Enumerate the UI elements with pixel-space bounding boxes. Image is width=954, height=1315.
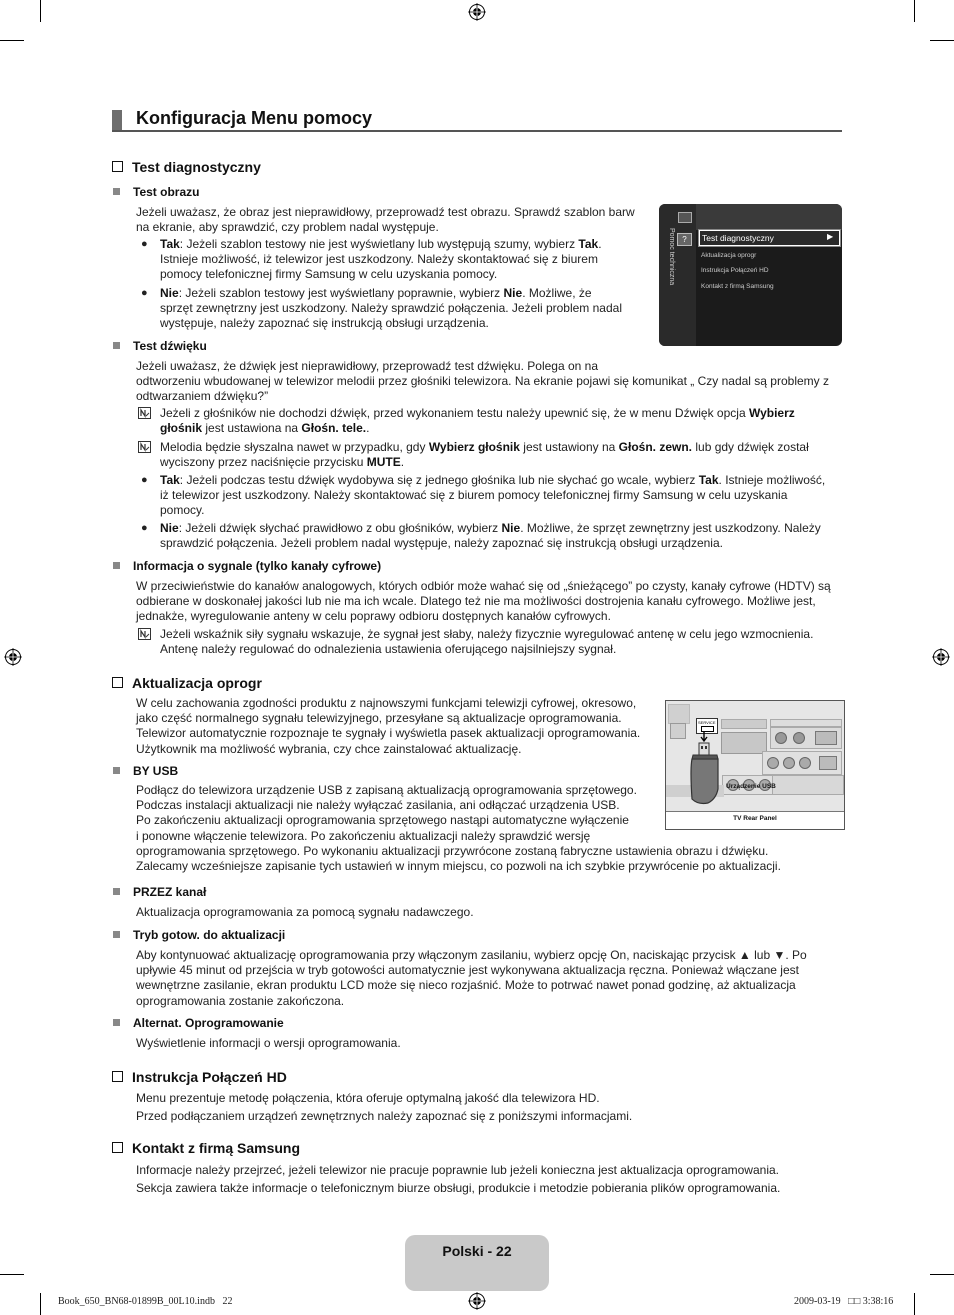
help-icon: ? <box>677 233 692 246</box>
paragraph-przez-kanal: Aktualizacja oprogramowania za pomocą sygnału nadawczego. <box>136 905 474 919</box>
scart-port <box>721 732 767 754</box>
bullet-dot-icon: ● <box>141 474 148 486</box>
menu-item-kontakt[interactable]: Kontakt z firmą Samsung <box>701 283 774 290</box>
paragraph-by-usb: Podłącz do telewizora urządzenie USB z zapisaną aktualizacją oprogramowania sprzętowego. Podczas instalacji aktualizacji nie należy wyłączać zasilania, ani odłączać urządzenia USB. Po zakończeniu aktualizacji oprogramowania sprzętowego nastąpi automatyczne wyłączenie i ponowne włączenie telewizora. Po zakończeniu aktualizacji należy sprawdzić wersję oprogramowania sprzętowego. Po wykonaniu aktualizacji przywrócone zostaną fabryczne ustawienia obrazu i dźwięku. Zalecamy wcześniejsze zapisanie tych ustawień w innym miejscu, co pozwoli na ich szybkie przywrócenie po aktualizacji. <box>136 783 781 874</box>
menu-item-instrukcja[interactable]: Instrukcja Połączeń HD <box>701 267 769 274</box>
paragraph-kontakt: Informacje należy przejrzeć, jeżeli telewizor nie pracuje poprawnie lub jeżeli konieczna jest aktualizacja oprogramowania. Sekcja zawiera także informacje o telefonicznym biurze obsługi, produkcie i metodzie pobierania plików oprogramowania. <box>136 1163 781 1195</box>
note-icon <box>138 407 151 419</box>
subheading-test-dzwieku: Test dźwięku <box>113 339 207 353</box>
rear-panel-caption: TV Rear Panel <box>733 815 777 822</box>
menu-screenshot <box>659 204 842 346</box>
menu-header <box>696 204 842 230</box>
bullet-nie-dzwiek: ● Nie: Jeżeli dźwięk słychać prawidłowo z obu głośników, wybierz Nie. Możliwe, że sprzęt zewnętrzny jest uszkodzony. Należy sprawdzić połączenia. Jeżeli problem nadal występuje, należy zapoznać się instrukcją obsługi urządzenia. <box>141 521 821 551</box>
note-icon <box>138 628 151 640</box>
usb-port: SERVICE <box>696 718 718 734</box>
subheading-by-usb: BY USB <box>113 764 178 778</box>
square-bullet-icon <box>113 188 120 195</box>
paragraph-tryb-gotow: Aby kontynuować aktualizację oprogramowania przy włączonym zasilaniu, wybierz opcję On, naciskając przycisk ▲ lub ▼. Po upływie 45 minut od przejścia w tryb gotowości automatycznie jest wykonywana aktualizacja ręczna. Ponieważ włączane jest wewnętrzne zasilanie, ekran produktu LCD może się nieco rozjaśnić. Może to potrwać nawet ponad godzinę, aż aktualizacja oprogramowania zostanie zakończona. <box>136 948 807 1008</box>
print-info-right: 2009-03-19 □□ 3:38:16 <box>794 1296 894 1307</box>
crop-mark <box>914 1293 915 1315</box>
menu-item-aktualizacja[interactable]: Aktualizacja oprogr <box>701 252 757 259</box>
av-panel <box>770 727 842 749</box>
subheading-przez-kanal: PRZEZ kanał <box>113 885 206 899</box>
registration-mark-icon <box>932 648 950 666</box>
square-bullet-icon <box>113 931 120 938</box>
page-title: Konfiguracja Menu pomocy <box>136 108 373 128</box>
note-icon <box>138 441 151 453</box>
subheading-sygnal: Informacja o sygnale (tylko kanały cyfrowe) <box>113 559 381 573</box>
bullet-tak-dzwiek: ● Tak: Jeżeli podczas testu dźwięk wydobywa się z jednego głośnika lub nie słychać go wcale, wybierz Tak. Istnieje możliwość, iż telewizor jest uszkodzony. Należy skontaktować się z biurem pomocy telefonicznej firmy Samsung w celu uzyskania pomocy. <box>141 473 826 518</box>
crop-mark <box>914 0 915 22</box>
bullet-tak-obraz: ● Tak: Jeżeli szablon testowy nie jest wyświetlany lub występują szumy, wybierz Tak. Istnieje możliwość, iż telewizor jest uszkodzony. Należy skontaktować się z biurem pomocy telefonicznej firmy Samsung w celu uzyskania pomocy. <box>141 237 602 282</box>
note-dzwiek-2: Melodia będzie słyszalna nawet w przypadku, gdy Wybierz głośnik jest ustawiony na Głośn. zewn. lub gdy dźwięk został wyciszony przez naciśnięcie przycisku MUTE. <box>160 440 850 470</box>
crop-mark <box>40 1293 41 1315</box>
menu-side-label: Pomoc techniczna <box>668 228 675 286</box>
menu-item-test-diag: Test diagnostyczny <box>702 233 774 243</box>
subheading-test-obrazu: Test obrazu <box>113 185 199 199</box>
square-bullet-icon <box>113 767 120 774</box>
crop-mark <box>0 1274 24 1275</box>
registration-mark-icon <box>4 648 22 666</box>
square-bullet-icon <box>113 888 120 895</box>
bullet-dot-icon: ● <box>141 287 148 299</box>
checkbox-bullet-icon <box>112 161 123 172</box>
note-sygnal: Jeżeli wskaźnik siły sygnału wskazuje, że sygnał jest słaby, należy fizycznie wyregulować antenę w celu jego wzmocnienia. Antenę należy regulować do odnalezienia ustawienia oferującego najsilniejszy sygnał. <box>160 627 850 657</box>
usb-stick-icon <box>686 729 726 805</box>
note-dzwiek-1: Jeżeli z głośników nie dochodzi dźwięk, przed wykonaniem testu należy upewnić się, że w menu Dźwięk opcja Wybierz głośnik jest ustawiona na Głośn. tele.. <box>160 406 850 436</box>
paragraph-sygnal: W przeciwieństwie do kanałów analogowych, których odbiór może wahać się od „śnieżącego” po czysty, kanały cyfrowe (HDTV) są odbierane w doskonałej jakości lub nie ma ich wcale. Dlatego też nie ma możliwości dostrojenia kanału cyfrowego. Możliwe jest, jednakże, wyregulowanie anteny w celu poprawy odbioru dostępnych kanałów cyfrowych. <box>136 579 831 624</box>
checkbox-bullet-icon <box>112 677 123 688</box>
subheading-alternat: Alternat. Oprogramowanie <box>113 1016 284 1030</box>
square-bullet-icon <box>113 1019 120 1026</box>
bullet-dot-icon: ● <box>141 522 148 534</box>
paragraph-aktualizacja: W celu zachowania zgodności produktu z najnowszymi funkcjami telewizji cyfrowej, okresowo, jako część normalnego sygnału telewizyjnego, przesyłane są aktualizacje oprogramowania. Telewizor automatycznie rozpoznaje te sygnały i wyświetla pasek aktualizacji oprogramowania. Użytkownik ma możliwość wybrania, czy chce zainstalować aktualizację. <box>136 696 641 756</box>
section-heading-instrukcja: Instrukcja Połączeń HD <box>112 1069 287 1085</box>
menu-tv-icon <box>678 212 692 223</box>
menu-side-label-wrap <box>666 228 676 298</box>
checkbox-bullet-icon <box>112 1071 123 1082</box>
crop-mark <box>0 40 24 41</box>
title-accent-bar <box>112 110 122 130</box>
square-bullet-icon <box>113 562 120 569</box>
registration-mark-icon <box>468 3 486 21</box>
subheading-tryb-gotow: Tryb gotow. do aktualizacji <box>113 928 285 942</box>
menu-sidebar <box>659 204 696 346</box>
crop-mark <box>40 0 41 22</box>
title-rule <box>112 130 842 132</box>
crop-mark <box>930 40 954 41</box>
paragraph-test-obrazu: Jeżeli uważasz, że obraz jest nieprawidłowy, przeprowadź test obrazu. Sprawdź szablon barw na ekranie, aby sprawdzić, czy problem nadal występuje. <box>136 205 635 235</box>
rear-panel-illustration <box>665 700 845 830</box>
square-bullet-icon <box>113 342 120 349</box>
registration-mark-icon <box>468 1292 486 1310</box>
menu-highlight[interactable] <box>698 229 841 247</box>
bullet-nie-obraz: ● Nie: Jeżeli szablon testowy jest wyświetlany poprawnie, wybierz Nie. Możliwe, że sprzęt zewnętrzny jest uszkodzony. Należy sprawdzić połączenia. Jeżeli problem nadal występuje, należy zapoznać się instrukcją obsługi urządzenia. <box>141 286 622 331</box>
section-heading-kontakt: Kontakt z firmą Samsung <box>112 1140 300 1156</box>
bullet-dot-icon: ● <box>141 238 148 250</box>
paragraph-instrukcja: Menu prezentuje metodę połączenia, która oferuje optymalną jakość dla telewizora HD. Przed podłączaniem urządzeń zewnętrznych należy zapoznać się z poniższymi informacjami. <box>136 1091 633 1123</box>
paragraph-alternat: Wyświetlenie informacji o wersji oprogramowania. <box>136 1036 401 1050</box>
usb-device-label: Urządzenie USB <box>726 783 776 790</box>
section-heading-aktualizacja: Aktualizacja oprogr <box>112 675 262 691</box>
crop-mark <box>930 1274 954 1275</box>
arrow-right-icon: ▶ <box>827 232 834 241</box>
paragraph-test-dzwieku: Jeżeli uważasz, że dźwięk jest nieprawidłowy, przeprowadź test dźwięku. Polega on na odtworzeniu wbudowanej w telewizor melodii przez głośniki telewizora. Na ekranie pojawi się komunikat „ Czy nadal są problemy z odtwarzaniem dźwięku?” <box>136 359 829 404</box>
checkbox-bullet-icon <box>112 1142 123 1153</box>
section-heading-test-diag: Test diagnostyczny <box>112 159 261 175</box>
page-number-label: Polski - 22 <box>442 1243 512 1259</box>
print-info-left: Book_650_BN68-01899B_00L10.indb 22 <box>58 1296 233 1307</box>
